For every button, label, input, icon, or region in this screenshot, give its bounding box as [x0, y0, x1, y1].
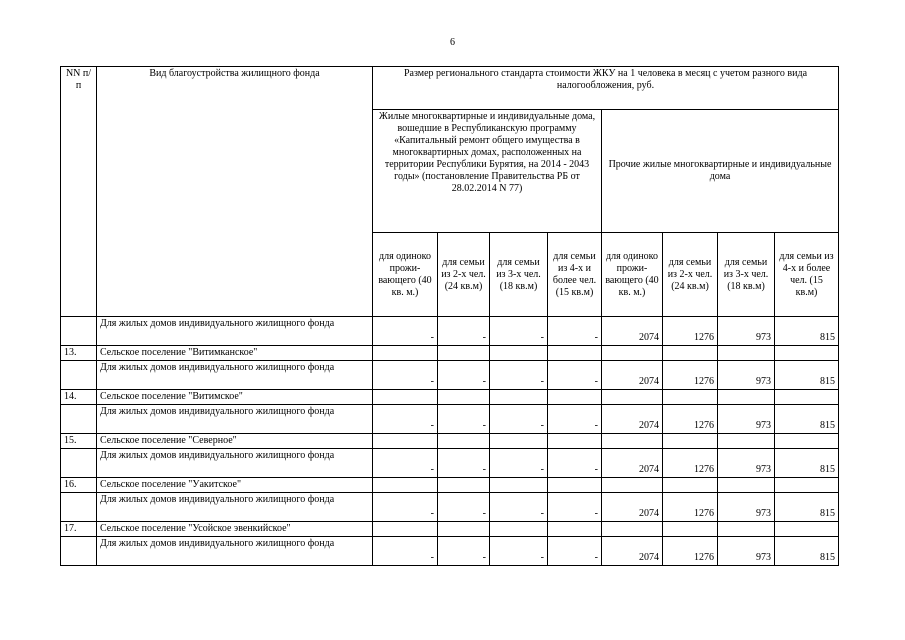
- table-row: [61, 493, 839, 522]
- value-cell: -: [438, 405, 490, 434]
- value-cell: 1276: [663, 449, 718, 478]
- value-cell: 973: [718, 537, 775, 566]
- settlement-name: Сельское поселение "Усойское эвенкийское": [97, 522, 373, 537]
- table-body: [61, 317, 839, 566]
- row-number: 14.: [61, 390, 97, 405]
- value-cell: 815: [775, 405, 839, 434]
- value-cell: -: [548, 361, 602, 390]
- value-cell: 1276: [663, 361, 718, 390]
- value-cell: 1276: [663, 493, 718, 522]
- section-row: [61, 390, 839, 405]
- value-cell: -: [438, 361, 490, 390]
- empty-cell: [438, 478, 490, 493]
- empty-cell: [438, 434, 490, 449]
- value-cell: 2074: [602, 317, 663, 346]
- empty-cell: [373, 390, 438, 405]
- empty-cell: [602, 522, 663, 537]
- row-label: Для жилых домов индивидуального жилищного фонда: [97, 405, 373, 434]
- value-cell: 973: [718, 317, 775, 346]
- row-number: [61, 493, 97, 522]
- value-cell: 973: [718, 361, 775, 390]
- row-number: 16.: [61, 478, 97, 493]
- subheader-family2-1: для семьи из 2-х чел. (24 кв.м): [438, 233, 490, 317]
- row-label: Для жилых домов индивидуального жилищного фонда: [97, 537, 373, 566]
- row-number: 15.: [61, 434, 97, 449]
- empty-cell: [663, 434, 718, 449]
- row-label: Для жилых домов индивидуального жилищного фонда: [97, 449, 373, 478]
- subheader-family2-2: для семьи из 2-х чел. (24 кв.м): [663, 233, 718, 317]
- value-cell: -: [490, 405, 548, 434]
- empty-cell: [373, 522, 438, 537]
- value-cell: -: [373, 449, 438, 478]
- section-row: [61, 346, 839, 361]
- value-cell: 2074: [602, 405, 663, 434]
- header-size: Размер регионального стандарта стоимости ЖКУ на 1 человека в месяц с учетом разного вида налогообложения, руб.: [373, 67, 839, 110]
- empty-cell: [663, 390, 718, 405]
- value-cell: -: [490, 449, 548, 478]
- value-cell: -: [548, 449, 602, 478]
- value-cell: 2074: [602, 537, 663, 566]
- table-row: [61, 449, 839, 478]
- value-cell: 2074: [602, 449, 663, 478]
- value-cell: 1276: [663, 537, 718, 566]
- row-number: [61, 317, 97, 346]
- section-row: [61, 434, 839, 449]
- value-cell: 815: [775, 317, 839, 346]
- settlement-name: Сельское поселение "Витимское": [97, 390, 373, 405]
- value-cell: 815: [775, 537, 839, 566]
- page-number: 6: [450, 37, 455, 48]
- settlement-name: Сельское поселение "Витимканское": [97, 346, 373, 361]
- empty-cell: [548, 346, 602, 361]
- row-number: 13.: [61, 346, 97, 361]
- value-cell: 1276: [663, 405, 718, 434]
- value-cell: 2074: [602, 493, 663, 522]
- empty-cell: [775, 522, 839, 537]
- row-label: Для жилых домов индивидуального жилищного фонда: [97, 317, 373, 346]
- empty-cell: [548, 478, 602, 493]
- section-row: [61, 522, 839, 537]
- tariff-table: [60, 66, 839, 566]
- value-cell: -: [548, 317, 602, 346]
- empty-cell: [490, 434, 548, 449]
- empty-cell: [718, 390, 775, 405]
- value-cell: -: [373, 405, 438, 434]
- settlement-name: Сельское поселение "Северное": [97, 434, 373, 449]
- row-number: [61, 449, 97, 478]
- subheader-single-1: для одиноко прожи-вающего (40 кв. м.): [373, 233, 438, 317]
- value-cell: 815: [775, 449, 839, 478]
- empty-cell: [490, 478, 548, 493]
- header-type: Вид благоустройства жилищного фонда: [97, 67, 373, 317]
- value-cell: -: [373, 493, 438, 522]
- empty-cell: [438, 346, 490, 361]
- empty-cell: [373, 434, 438, 449]
- empty-cell: [663, 478, 718, 493]
- value-cell: -: [548, 405, 602, 434]
- subheader-single-2: для одиноко прожи-вающего (40 кв. м.): [602, 233, 663, 317]
- value-cell: -: [548, 537, 602, 566]
- empty-cell: [373, 346, 438, 361]
- value-cell: -: [490, 361, 548, 390]
- table-row: [61, 361, 839, 390]
- value-cell: -: [438, 449, 490, 478]
- settlement-name: Сельское поселение "Уакитское": [97, 478, 373, 493]
- value-cell: 1276: [663, 317, 718, 346]
- table-row: [61, 405, 839, 434]
- empty-cell: [373, 478, 438, 493]
- subheader-family4-1: для семьи из 4-х и более чел. (15 кв.м): [548, 233, 602, 317]
- value-cell: -: [438, 537, 490, 566]
- value-cell: 815: [775, 493, 839, 522]
- empty-cell: [548, 434, 602, 449]
- empty-cell: [602, 434, 663, 449]
- table-row: [61, 317, 839, 346]
- row-number: [61, 405, 97, 434]
- empty-cell: [548, 522, 602, 537]
- row-number: [61, 537, 97, 566]
- empty-cell: [775, 390, 839, 405]
- empty-cell: [438, 522, 490, 537]
- empty-cell: [490, 390, 548, 405]
- row-number: [61, 361, 97, 390]
- value-cell: -: [548, 493, 602, 522]
- empty-cell: [438, 390, 490, 405]
- value-cell: -: [490, 493, 548, 522]
- value-cell: -: [438, 317, 490, 346]
- empty-cell: [663, 346, 718, 361]
- empty-cell: [490, 346, 548, 361]
- value-cell: -: [438, 493, 490, 522]
- subheader-family4-2: для семьи из 4-х и более чел. (15 кв.м): [775, 233, 839, 317]
- header-group-capital-repair: Жилые многоквартирные и индивидуальные дома, вошедшие в Республиканскую программу «Капитальный ремонт общего имущества в многоквартирных домах, расположенных на территории Республики Бурятия, на 2014 - 2043 годы» (постановление Правительства РБ от 28.02.2014 N 77): [373, 110, 602, 233]
- empty-cell: [775, 346, 839, 361]
- header-group-other: Прочие жилые многоквартирные и индивидуальные дома: [602, 110, 839, 233]
- value-cell: -: [490, 537, 548, 566]
- value-cell: -: [373, 361, 438, 390]
- row-label: Для жилых домов индивидуального жилищного фонда: [97, 493, 373, 522]
- subheader-family3-2: для семьи из 3-х чел. (18 кв.м): [718, 233, 775, 317]
- empty-cell: [602, 478, 663, 493]
- empty-cell: [718, 434, 775, 449]
- empty-cell: [718, 522, 775, 537]
- row-number: 17.: [61, 522, 97, 537]
- empty-cell: [775, 434, 839, 449]
- empty-cell: [718, 478, 775, 493]
- value-cell: 973: [718, 493, 775, 522]
- value-cell: -: [373, 537, 438, 566]
- subheader-family3-1: для семьи из 3-х чел. (18 кв.м): [490, 233, 548, 317]
- empty-cell: [490, 522, 548, 537]
- value-cell: 815: [775, 361, 839, 390]
- value-cell: 2074: [602, 361, 663, 390]
- empty-cell: [775, 478, 839, 493]
- value-cell: -: [490, 317, 548, 346]
- empty-cell: [602, 346, 663, 361]
- value-cell: 973: [718, 405, 775, 434]
- empty-cell: [602, 390, 663, 405]
- empty-cell: [663, 522, 718, 537]
- empty-cell: [718, 346, 775, 361]
- row-label: Для жилых домов индивидуального жилищного фонда: [97, 361, 373, 390]
- header-num: NN п/п: [61, 67, 97, 317]
- value-cell: 973: [718, 449, 775, 478]
- value-cell: -: [373, 317, 438, 346]
- section-row: [61, 478, 839, 493]
- empty-cell: [548, 390, 602, 405]
- table-row: [61, 537, 839, 566]
